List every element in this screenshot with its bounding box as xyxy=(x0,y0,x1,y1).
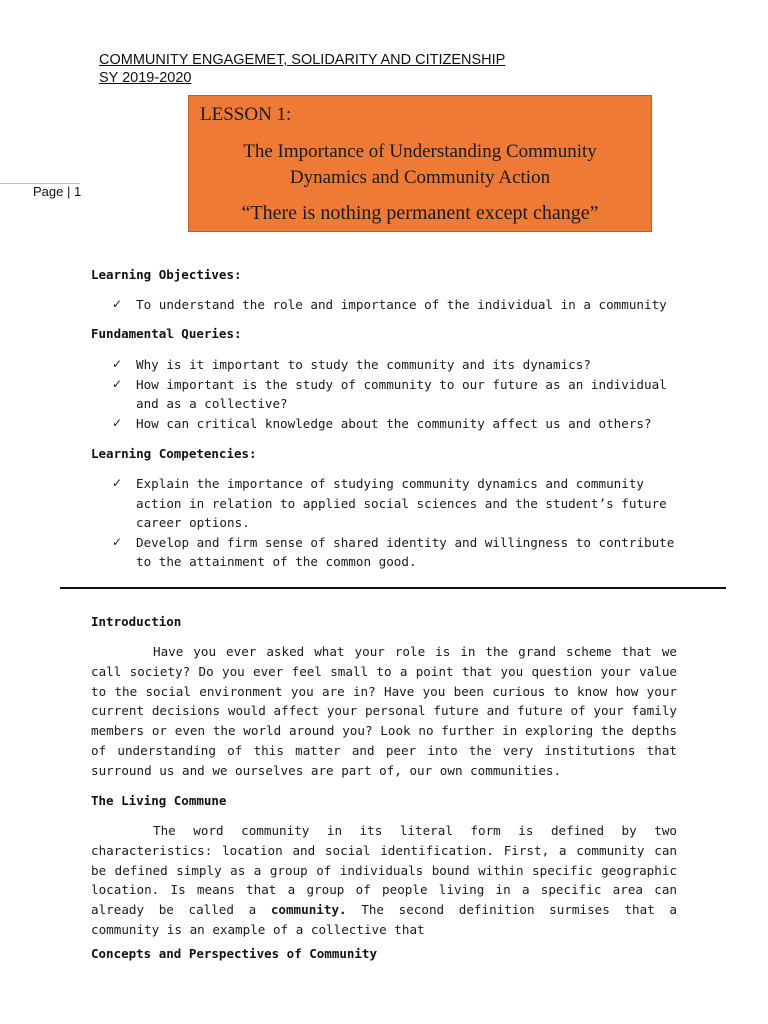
list-item: ✓ Explain the importance of studying community dynamics and community action in relation to applied social sciences and the student’s future career options. xyxy=(112,476,667,530)
lesson-title-line-2: Dynamics and Community Action xyxy=(289,167,551,188)
list-item: ✓ Develop and firm sense of shared identity and willingness to contribute to the attainment of the common good. xyxy=(112,534,675,569)
list-item: ✓ How important is the study of community to our future as an individual and as a collective? xyxy=(112,376,667,411)
checkmark-icon: ✓ xyxy=(112,297,123,311)
list-item: ✓ Why is it important to study the community and its dynamics? xyxy=(112,355,692,375)
learning-competencies-list xyxy=(112,474,692,572)
list-item: ✓ How can critical knowledge about the community affect us and others? xyxy=(112,414,692,434)
living-commune-paragraph: The word community in its literal form is defined by two characteristics: location and social identification. First, a community can be defined simply as a group of individuals bound within specific geographic location. Is means that a group of people living in a specific area can already be called a community. The second definition surmises that a community is an example of a collective that xyxy=(91,823,677,937)
concepts-heading: Concepts and Perspectives of Community xyxy=(91,946,377,961)
checkmark-icon: ✓ xyxy=(112,376,123,391)
introduction-heading: Introduction xyxy=(91,614,182,629)
document-header-year: SY 2019-2020 xyxy=(99,70,192,86)
introduction-paragraph: Have you ever asked what your role is in the grand scheme that we call society? Do you ever feel small to a point that you question your value to the social environment you are in? Have you been curious to know how your current decisions would affect your personal future and future of your family members or even the world around you? Look no further in exploring the depths of understanding of this matter and peer into the very institutions that surround us and we ourselves are part of, our own communities. xyxy=(91,644,677,778)
lesson-quote: “There is nothing permanent except change” xyxy=(241,202,599,224)
lesson-label: LESSON 1: xyxy=(200,104,292,125)
learning-objectives-list xyxy=(112,295,692,315)
community-bold-term: community. xyxy=(270,902,347,918)
list-item: ✓ To understand the role and importance of the individual in a community xyxy=(112,295,692,315)
checkmark-icon: ✓ xyxy=(112,534,123,549)
page-number: Page | 1 xyxy=(33,184,82,199)
fundamental-queries-list xyxy=(112,355,692,433)
checkmark-icon: ✓ xyxy=(112,476,123,490)
learning-objectives-heading: Learning Objectives: xyxy=(91,267,242,282)
lesson-title xyxy=(189,139,651,191)
lesson-title-line-1: The Importance of Understanding Community xyxy=(243,141,597,162)
checkmark-icon: ✓ xyxy=(112,357,123,371)
checkmark-icon: ✓ xyxy=(112,415,123,430)
living-commune-heading: The Living Commune xyxy=(91,793,227,808)
lesson-title-box xyxy=(188,95,652,232)
learning-competencies-heading: Learning Competencies: xyxy=(91,446,257,461)
document-header-title: COMMUNITY ENGAGEMET, SOLIDARITY AND CITIZENSHIP xyxy=(99,52,506,68)
section-divider xyxy=(60,587,726,589)
fundamental-queries-heading: Fundamental Queries: xyxy=(91,326,242,341)
